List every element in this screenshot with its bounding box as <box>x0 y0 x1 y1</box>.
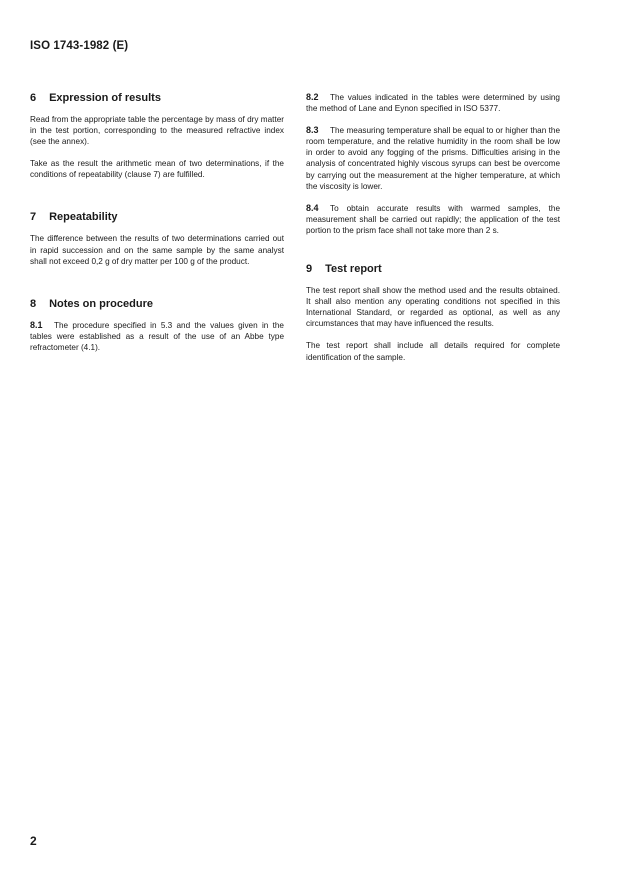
section-6-title: Expression of results <box>49 92 161 104</box>
clause-8-4-text: To obtain accurate results with warmed samples, the measurement shall be carried out rapidly; the application of the test portion to the prism face shall not take more than 2 s. <box>306 203 560 235</box>
section-7-title: Repeatability <box>49 211 118 224</box>
section-8-number: 8 <box>30 297 37 310</box>
clause-8-2-number: 8.2 <box>306 92 319 102</box>
clause-8-2 <box>306 92 560 114</box>
section-8-title: Notes on procedure <box>49 297 153 310</box>
section-8-heading <box>30 298 284 310</box>
clause-8-3 <box>306 125 560 192</box>
page-number: 2 <box>30 834 37 848</box>
section-9-number: 9 <box>306 263 313 276</box>
section-9-paragraph-2: The test report shall include all details required for complete identification of the sample. <box>306 341 560 362</box>
section-9-title: Test report <box>325 263 382 276</box>
clause-8-4 <box>306 203 560 236</box>
section-7-paragraph-1: The difference between the results of two determinations carried out in rapid succession and on the same sample by the same analyst shall not exceed 0,2 g of dry matter per 100 g of the product. <box>30 234 284 266</box>
clause-8-3-number: 8.3 <box>306 125 319 136</box>
section-9-paragraph-1: The test report shall show the method used and the results obtained. It shall also mention any operating conditions not specified in this International Standard, or regarded as optional, as well as any circumstances that may have influenced the results. <box>306 286 560 329</box>
right-column <box>306 92 560 374</box>
section-7-number: 7 <box>30 211 37 224</box>
clause-8-1-text: The procedure specified in 5.3 and the values given in the tables were established as a result of the use of an Abbe type refractometer (4.1). <box>30 320 284 352</box>
document-id-header: ISO 1743-1982 (E) <box>30 40 129 52</box>
section-9-heading <box>306 263 560 275</box>
clause-8-4-number: 8.4 <box>306 202 319 213</box>
section-7-heading <box>30 211 284 223</box>
section-6-paragraph-1: Read from the appropriate table the percentage by mass of dry matter in the test portion, corresponding to the measured refractive index (see the annex). <box>30 115 284 147</box>
clause-8-3-text: The measuring temperature shall be equal to or higher than the room temperature, and the relative humidity in the room shall be low in order to avoid any fogging of the prisms. Difficulties arising in the analysis of concentrated highly viscous syrups can best be overcome by carrying out the measurement at the higher temperature, at which the viscosity is lower. <box>306 126 560 191</box>
section-6-paragraph-2: Take as the result the arithmetic mean of two determinations, if the conditions of repeatability (clause 7) are fulfilled. <box>30 159 284 180</box>
clause-8-1-number: 8.1 <box>30 319 43 330</box>
clause-8-2-text: The values indicated in the tables were determined by using the method of Lane and Eynon specified in ISO 5377. <box>306 93 560 114</box>
section-6-number: 6 <box>30 92 37 104</box>
left-column <box>30 92 284 364</box>
section-6-heading <box>30 92 284 104</box>
clause-8-1 <box>30 320 284 353</box>
